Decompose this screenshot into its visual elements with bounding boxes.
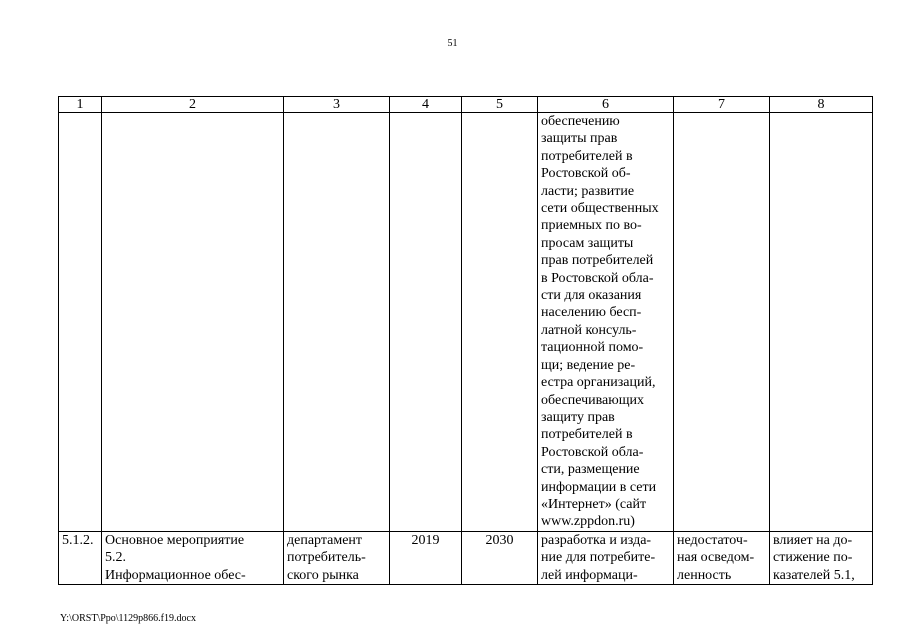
text-line: приемных по во- — [541, 218, 642, 234]
text-line: обеспечению — [541, 114, 620, 129]
column-header: 3 — [284, 97, 390, 113]
text-line: ленность — [677, 567, 732, 583]
column-header: 8 — [770, 97, 873, 113]
measure-name-cell — [102, 531, 284, 584]
indicators-cell — [770, 531, 873, 584]
text-line: сети общественных — [541, 201, 659, 217]
table-cell — [390, 113, 462, 532]
description-cell — [538, 531, 674, 584]
text-line: лей информаци- — [541, 567, 638, 583]
row-number-cell: 5.1.2. — [59, 531, 102, 584]
text-line: информации в сети — [541, 479, 657, 495]
text-line: ние для потребите- — [541, 550, 656, 566]
text-line: влияет на до- — [773, 532, 853, 548]
table-cell — [770, 113, 873, 532]
text-line: Основное мероприятие — [105, 532, 245, 548]
text-line: просам защиты — [541, 235, 634, 251]
text-line: недостаточ- — [677, 532, 748, 548]
text-line: ласти; развитие — [541, 183, 635, 199]
text-line: обеспечивающих — [541, 392, 644, 408]
text-line: казателей 5.1, — [773, 567, 855, 583]
text-line: потребителей в — [541, 148, 633, 164]
column-header: 7 — [674, 97, 770, 113]
text-line: ная осведом- — [677, 550, 755, 566]
table-cell — [284, 113, 390, 532]
text-line: защиту прав — [541, 409, 615, 425]
measures-table — [58, 96, 873, 585]
text-line: в Ростовской обла- — [541, 270, 654, 286]
text-line: www.zppdon.ru) — [541, 514, 635, 530]
table-row-continuation — [59, 113, 873, 532]
text-line: естра организаций, — [541, 375, 656, 391]
column-header: 5 — [462, 97, 538, 113]
table-row-5-1-2 — [59, 531, 873, 584]
page-number: 51 — [447, 38, 458, 49]
text-line: прав потребителей — [541, 253, 654, 269]
end-year-cell: 2030 — [462, 531, 538, 584]
column-header: 1 — [59, 97, 102, 113]
text-line: стижение по- — [773, 550, 853, 566]
text-line: сти для оказания — [541, 288, 642, 304]
text-line: Ростовской об- — [541, 166, 631, 182]
consequences-cell — [674, 531, 770, 584]
executor-cell — [284, 531, 390, 584]
text-line: Ростовской обла- — [541, 444, 644, 460]
text-line: потребителей в — [541, 427, 633, 443]
column-header: 6 — [538, 97, 674, 113]
text-line: департамент — [287, 532, 363, 548]
text-line: 5.2. — [105, 550, 126, 566]
description-cell — [538, 113, 674, 532]
table-cell — [102, 113, 284, 532]
start-year-cell: 2019 — [390, 531, 462, 584]
table-cell — [674, 113, 770, 532]
table-cell — [59, 113, 102, 532]
file-path-footer: Y:\ORST\Ppo\1129p866.f19.docx — [60, 613, 196, 624]
text-line: латной консуль- — [541, 322, 637, 338]
text-line: Информационное обес- — [105, 567, 246, 583]
column-header: 2 — [102, 97, 284, 113]
column-header: 4 — [390, 97, 462, 113]
text-line: потребитель- — [287, 550, 366, 566]
text-line: населению бесп- — [541, 305, 642, 321]
text-line: разработка и изда- — [541, 532, 652, 548]
text-line: сти, размещение — [541, 462, 640, 478]
table-cell — [462, 113, 538, 532]
text-line: тационной помо- — [541, 340, 644, 356]
header-row — [59, 97, 873, 113]
text-line: ского рынка — [287, 567, 359, 583]
text-line: щи; ведение ре- — [541, 357, 636, 373]
text-line: защиты прав — [541, 131, 618, 147]
text-line: «Интернет» (сайт — [541, 496, 647, 512]
